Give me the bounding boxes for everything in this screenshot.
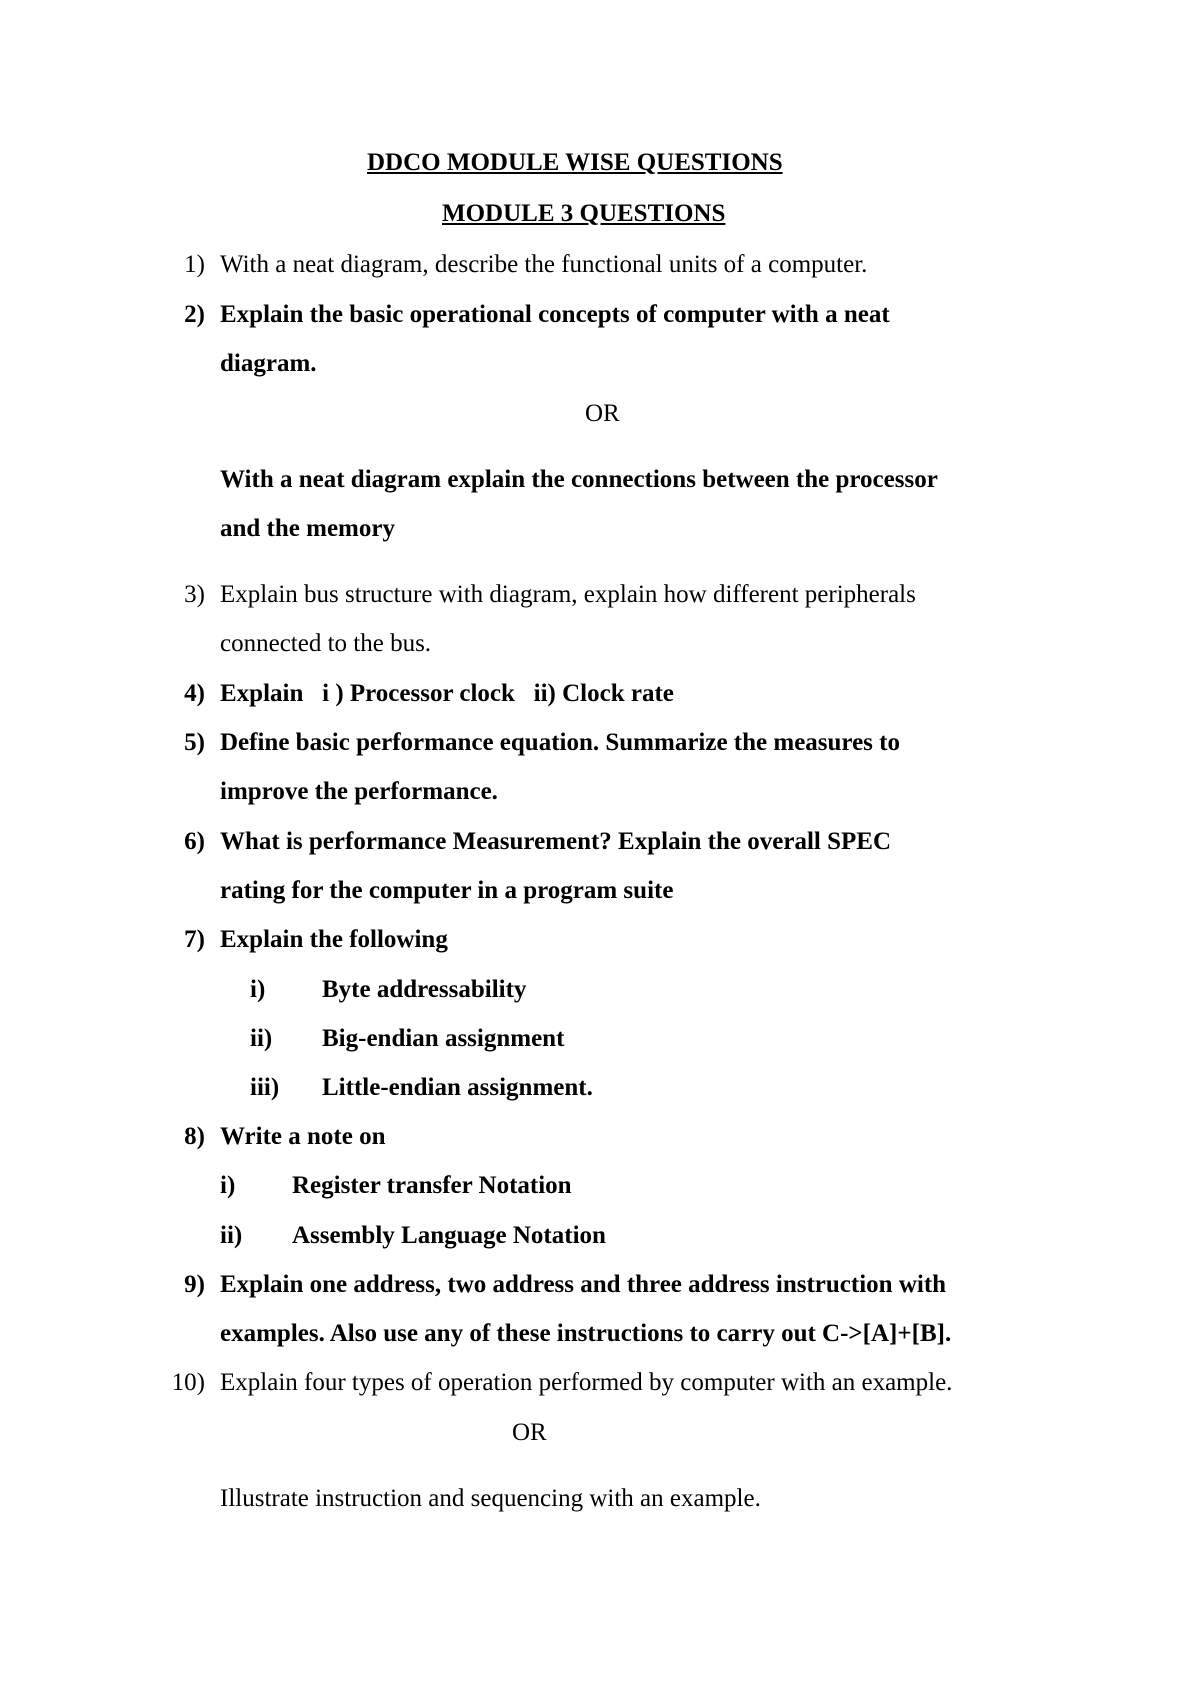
question-text: Explain the basic operational concepts of computer with a neat [220, 301, 890, 328]
question-number: 10) [171, 1369, 205, 1396]
question-text: rating for the computer in a program suite [220, 877, 674, 904]
sub-item-number: i) [250, 976, 266, 1003]
question-text: What is performance Measurement? Explain the overall SPEC [220, 828, 891, 855]
question-number: 1) [184, 251, 205, 278]
sub-item-text: Assembly Language Notation [292, 1222, 606, 1249]
sub-item-number: ii) [220, 1222, 243, 1249]
question-number: 9) [184, 1271, 205, 1298]
alternate-question-text: With a neat diagram explain the connections between the processor [220, 466, 938, 493]
sub-item-number: i) [220, 1172, 236, 1199]
question-number: 8) [184, 1123, 205, 1150]
question-number: 2) [184, 301, 205, 328]
sub-item-number: ii) [250, 1025, 273, 1052]
sub-item-text: Byte addressability [322, 976, 527, 1003]
question-text: With a neat diagram, describe the functional units of a computer. [220, 251, 868, 278]
alternate-question-text: Illustrate instruction and sequencing with an example. [220, 1485, 761, 1512]
sub-item-text: Big-endian assignment [322, 1025, 565, 1052]
question-number: 5) [184, 729, 205, 756]
alternate-question-text: and the memory [220, 515, 395, 542]
question-number: 6) [184, 828, 205, 855]
sub-item-text: Little-endian assignment. [322, 1074, 593, 1101]
question-text: Define basic performance equation. Summarize the measures to [220, 729, 900, 756]
question-text: Explain one address, two address and three address instruction with [220, 1271, 947, 1298]
question-text: Explain the following [220, 926, 448, 953]
question-number: 7) [184, 926, 205, 953]
question-text: Write a note on [220, 1123, 386, 1150]
question-number: 3) [184, 581, 205, 608]
question-text: diagram. [220, 350, 317, 377]
document-title: DDCO MODULE WISE QUESTIONS [367, 149, 783, 176]
sub-item-text: Register transfer Notation [292, 1172, 572, 1199]
question-number: 4) [184, 680, 205, 707]
module-title: MODULE 3 QUESTIONS [442, 200, 726, 227]
question-text: Explain i ) Processor clock ii) Clock rate [220, 680, 674, 707]
sub-item-number: iii) [250, 1074, 280, 1101]
question-text: Explain bus structure with diagram, explain how different peripherals [220, 581, 916, 608]
question-text: Explain four types of operation performed by computer with an example. [220, 1369, 953, 1396]
or-separator: OR [512, 1419, 547, 1446]
question-text: examples. Also use any of these instructions to carry out C->[A]+[B]. [220, 1320, 952, 1347]
question-text: connected to the bus. [220, 630, 432, 657]
or-separator: OR [585, 400, 620, 427]
question-text: improve the performance. [220, 778, 498, 805]
